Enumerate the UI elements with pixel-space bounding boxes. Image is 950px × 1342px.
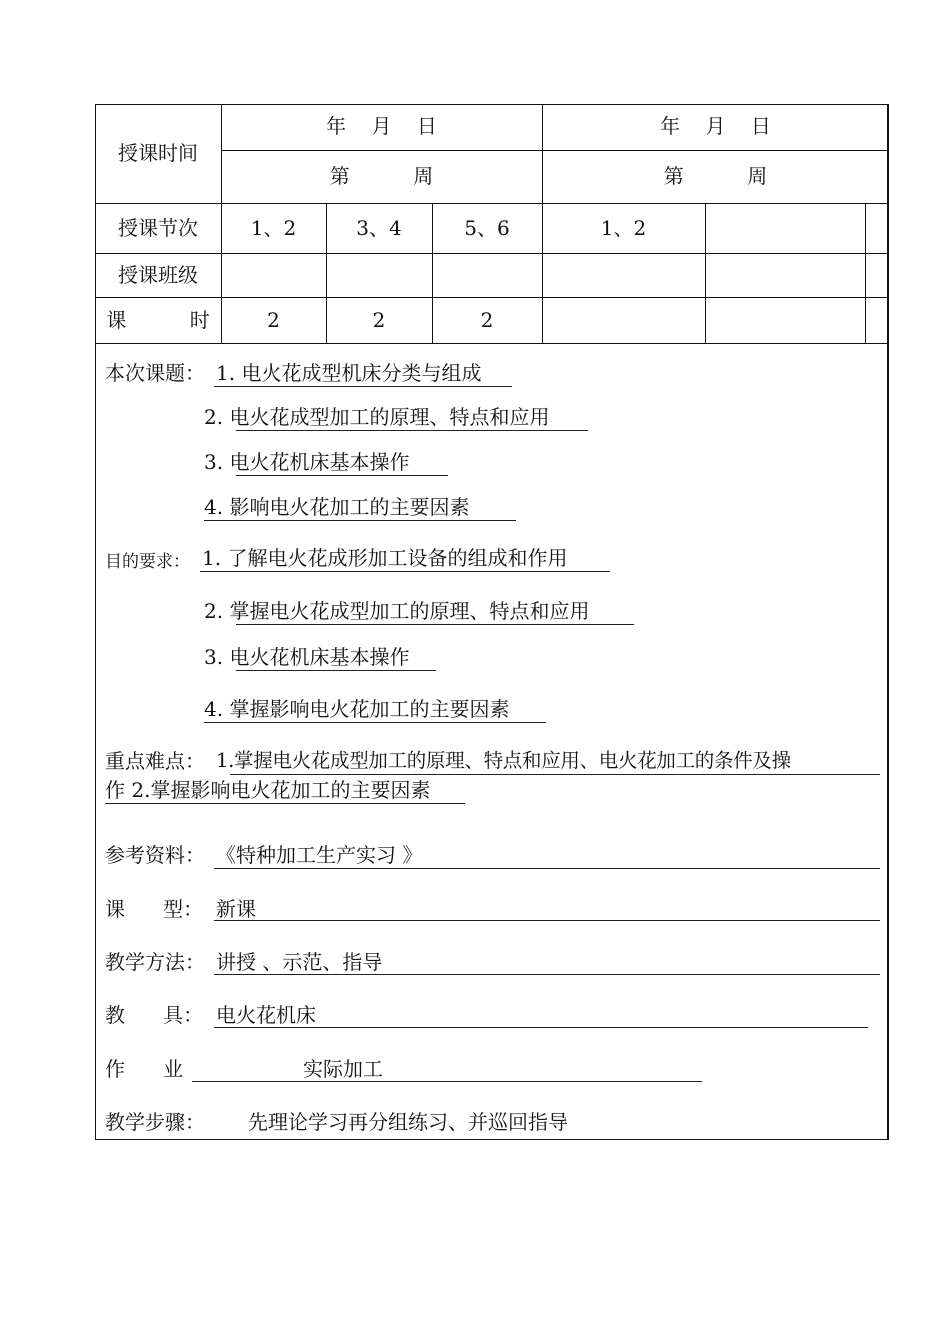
underline bbox=[236, 475, 448, 476]
reference-label: 参考资料： bbox=[105, 843, 205, 867]
section-cell: 1、2 bbox=[250, 216, 297, 240]
goal-item: 1. 了解电火花成形加工设备的组成和作用 bbox=[202, 546, 568, 570]
underline bbox=[236, 624, 634, 625]
underline bbox=[214, 974, 880, 975]
topic-item: 4. 影响电火花加工的主要因素 bbox=[204, 495, 470, 519]
homework-value: 实际加工 bbox=[303, 1057, 383, 1081]
steps-value: 先理论学习再分组练习、并巡回指导 bbox=[248, 1110, 568, 1134]
hours-cell: 2 bbox=[372, 308, 386, 332]
goal-item: 3. 电火花机床基本操作 bbox=[204, 645, 410, 669]
table-rule bbox=[95, 297, 889, 298]
section-label: 授课节次 bbox=[118, 216, 198, 240]
underline bbox=[230, 774, 880, 775]
tools-value: 电火花机床 bbox=[216, 1003, 316, 1027]
underline bbox=[214, 386, 512, 387]
method-value: 讲授 、示范、指导 bbox=[216, 950, 383, 974]
underline bbox=[214, 868, 880, 869]
date-1: 年 月 日 bbox=[326, 114, 437, 138]
table-rule bbox=[95, 343, 889, 344]
time-label: 授课时间 bbox=[118, 141, 198, 165]
goal-item: 2. 掌握电火花成型加工的原理、特点和应用 bbox=[204, 599, 590, 623]
underline bbox=[192, 1081, 702, 1082]
topics-label: 本次课题： bbox=[105, 361, 205, 385]
lesson-type-label: 课 型： bbox=[105, 897, 204, 921]
homework-label: 作 业 bbox=[105, 1057, 184, 1081]
underline bbox=[236, 670, 436, 671]
underline bbox=[204, 520, 516, 521]
keypoints-line-1: 1.掌握电火花成型加工的原理、特点和应用、电火花加工的条件及操 bbox=[216, 749, 791, 772]
reference-value: 《特种加工生产实习 》 bbox=[216, 843, 423, 867]
lesson-type-value: 新课 bbox=[216, 897, 256, 921]
week-2: 第 周 bbox=[663, 164, 768, 188]
week-1: 第 周 bbox=[329, 164, 434, 188]
underline bbox=[105, 803, 465, 804]
hours-cell: 2 bbox=[480, 308, 494, 332]
section-cell: 3、4 bbox=[356, 216, 402, 240]
underline bbox=[214, 1027, 868, 1028]
topic-item: 2. 电火花成型加工的原理、特点和应用 bbox=[204, 405, 550, 429]
topic-item: 3. 电火花机床基本操作 bbox=[204, 450, 410, 474]
class-label: 授课班级 bbox=[118, 263, 198, 287]
keypoints-line-2: 作 2.掌握影响电火花加工的主要因素 bbox=[105, 778, 431, 802]
table-rule bbox=[221, 150, 889, 151]
goals-label: 目的要求： bbox=[105, 552, 190, 572]
method-label: 教学方法： bbox=[105, 950, 205, 974]
underline bbox=[236, 430, 588, 431]
table-rule bbox=[95, 253, 889, 254]
table-rule bbox=[865, 203, 866, 343]
tools-label: 教 具： bbox=[105, 1003, 204, 1027]
table-rule bbox=[95, 203, 889, 204]
date-2: 年 月 日 bbox=[660, 114, 771, 138]
steps-label: 教学步骤： bbox=[105, 1110, 205, 1134]
hours-cell: 2 bbox=[267, 308, 280, 332]
section-cell: 1、2 bbox=[600, 216, 647, 240]
section-cell: 5、6 bbox=[464, 216, 510, 240]
topic-item: 1. 电火花成型机床分类与组成 bbox=[216, 361, 482, 385]
underline bbox=[204, 722, 546, 723]
table-rule bbox=[705, 203, 706, 343]
underline bbox=[214, 920, 880, 921]
goal-item: 4. 掌握影响电火花加工的主要因素 bbox=[204, 697, 510, 721]
hours-label: 课 时 bbox=[106, 308, 210, 332]
keypoints-label: 重点难点： bbox=[105, 749, 205, 773]
underline bbox=[200, 571, 610, 572]
